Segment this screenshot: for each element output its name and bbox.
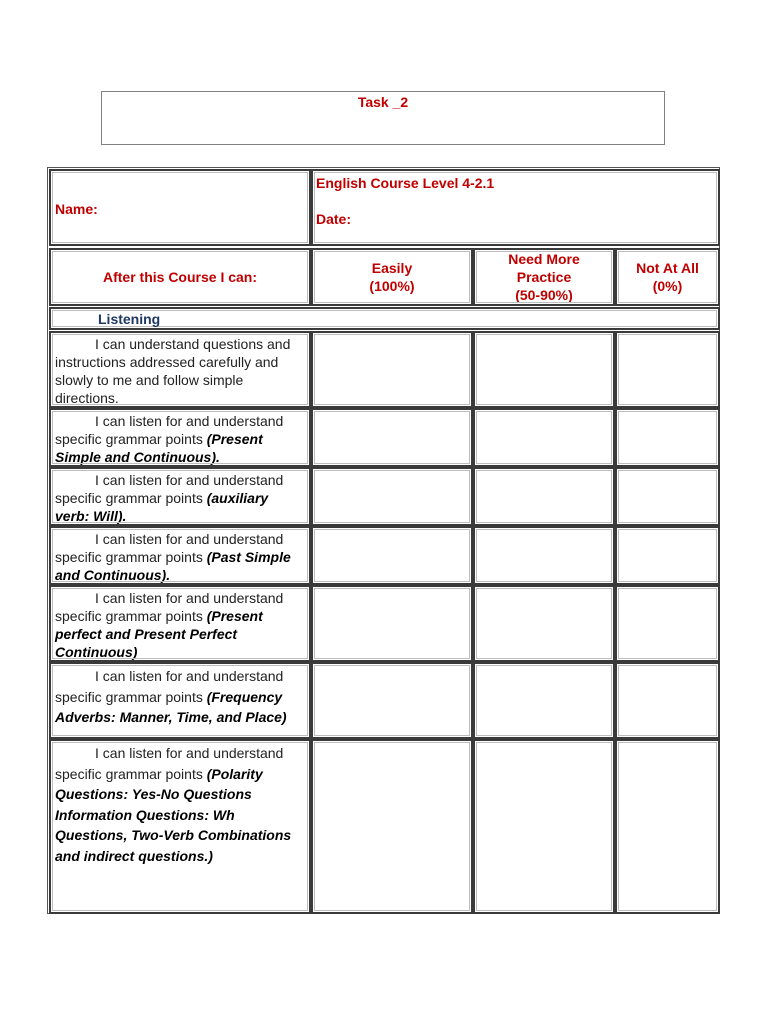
row-4-description-cell (49, 526, 311, 585)
not-at-all-percent: (0%) (652, 278, 683, 294)
course-date-cell (311, 169, 720, 246)
row-2-not-at-all-cell[interactable] (615, 408, 720, 467)
row-text: I can listen for and understand specific grammar points (55, 745, 284, 782)
row-description (51, 664, 309, 728)
row-text: I can listen for and understand specific grammar points (55, 413, 284, 447)
row-4-practice-cell[interactable] (473, 526, 615, 585)
row-emphasis: (Present perfect and Present Perfect Continuous) (55, 608, 263, 660)
row-text: I can listen for and understand specific grammar points (55, 590, 284, 624)
row-5-not-at-all-cell[interactable] (615, 585, 720, 662)
row-6-easily-cell[interactable] (311, 662, 473, 739)
row-emphasis: (Frequency Adverbs: Manner, Time, and Place) (55, 688, 287, 725)
row-6-practice-cell[interactable] (473, 662, 615, 739)
row-text: I can listen for and understand specific grammar points (55, 472, 284, 506)
row-1-easily-cell[interactable] (311, 331, 473, 408)
row-text: I can understand questions and instructions addressed carefully and slowly to me and follow simple directions. (55, 336, 291, 406)
row-text: I can listen for and understand specific grammar points (55, 531, 284, 565)
row-3-not-at-all-cell[interactable] (615, 467, 720, 526)
row-7-practice-cell[interactable] (473, 739, 615, 914)
practice-label-2: Practice (516, 269, 572, 285)
row-7-not-at-all-cell[interactable] (615, 739, 720, 914)
row-2-description-cell (49, 408, 311, 467)
row-7-easily-cell[interactable] (311, 739, 473, 914)
row-3-description-cell (49, 467, 311, 526)
row-6-not-at-all-cell[interactable] (615, 662, 720, 739)
row-emphasis: (auxiliary verb: Will). (55, 490, 269, 524)
row-description (51, 741, 309, 866)
row-3-practice-cell[interactable] (473, 467, 615, 526)
row-description (51, 528, 309, 584)
course-title: English Course Level 4-2.1 (316, 175, 495, 191)
row-description (51, 587, 309, 661)
not-at-all-header (615, 248, 720, 306)
practice-percent: (50-90%) (515, 287, 573, 303)
name-cell (49, 169, 311, 246)
row-description (51, 469, 309, 525)
easily-label: Easily (371, 260, 413, 276)
row-4-not-at-all-cell[interactable] (615, 526, 720, 585)
not-at-all-label: Not At All (636, 260, 699, 276)
section-row-listening (49, 307, 720, 330)
row-emphasis: (Past Simple and Continuous). (55, 549, 291, 583)
row-5-easily-cell[interactable] (311, 585, 473, 662)
row-description (51, 333, 309, 407)
easily-percent: (100%) (369, 278, 415, 294)
row-4-easily-cell[interactable] (311, 526, 473, 585)
row-1-description-cell (49, 331, 311, 408)
row-2-easily-cell[interactable] (311, 408, 473, 467)
can-do-label: After this Course I can: (102, 269, 258, 285)
row-1-practice-cell[interactable] (473, 331, 615, 408)
row-emphasis: (Present Simple and Continuous). (55, 431, 263, 465)
row-emphasis: (Polarity Questions: Yes-No Questions Information Questions: Wh Questions, Two-Verb Combinations and indirect questions.) (55, 765, 292, 864)
row-2-practice-cell[interactable] (473, 408, 615, 467)
row-3-easily-cell[interactable] (311, 467, 473, 526)
row-7-description-cell (49, 739, 311, 914)
can-do-header (49, 248, 311, 306)
section-title: Listening (98, 311, 161, 327)
row-description (51, 410, 309, 466)
date-label: Date: (316, 211, 352, 227)
row-5-description-cell (49, 585, 311, 662)
task-title: Task _2 (357, 94, 409, 110)
task-header-box (101, 91, 665, 145)
practice-label-1: Need More (508, 251, 580, 267)
row-1-not-at-all-cell[interactable] (615, 331, 720, 408)
row-5-practice-cell[interactable] (473, 585, 615, 662)
easily-header (311, 248, 473, 306)
row-6-description-cell (49, 662, 311, 739)
self-assessment-table (47, 167, 720, 914)
name-label: Name: (55, 201, 98, 217)
row-text: I can listen for and understand specific grammar points (55, 668, 284, 705)
practice-header (473, 248, 615, 306)
